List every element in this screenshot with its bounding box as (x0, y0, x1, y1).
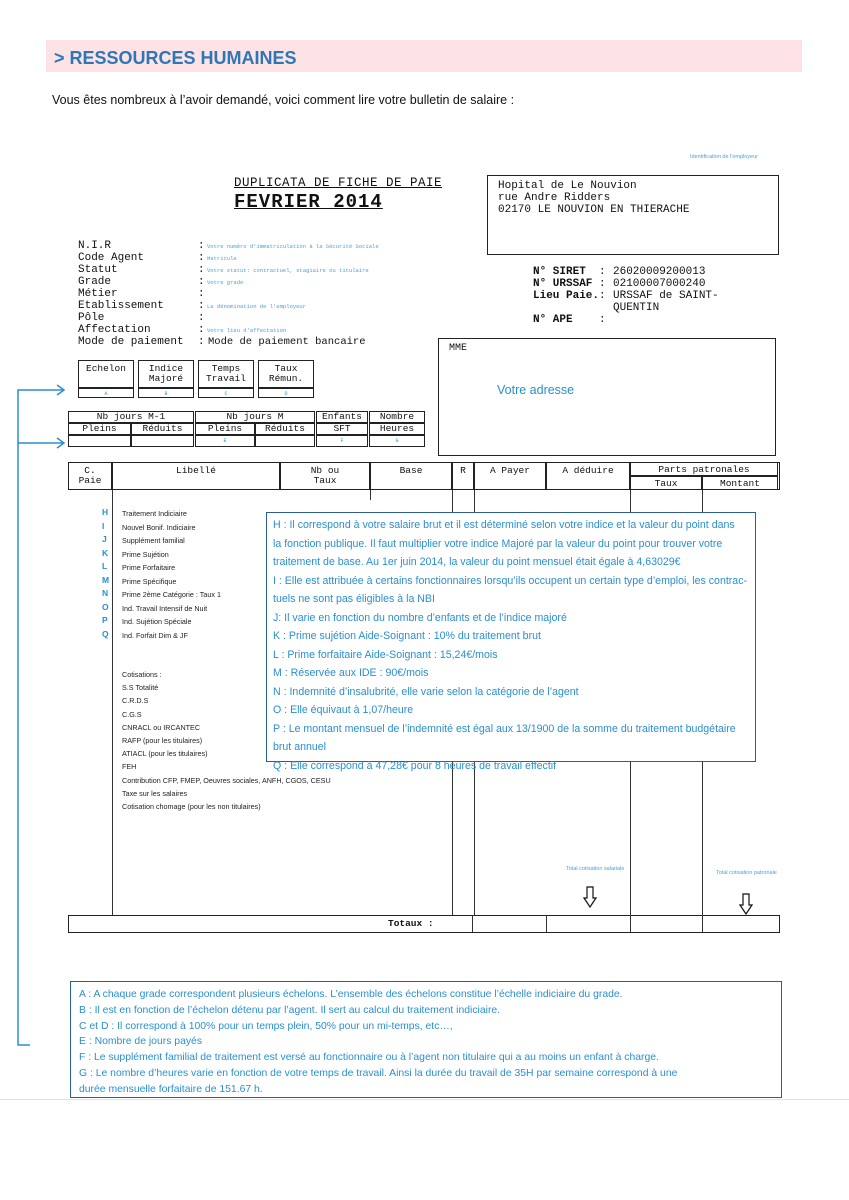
total-salariale-note: Total cotisation salariale (566, 866, 625, 872)
cotisation-label: C.R.D.S (122, 696, 149, 706)
explanation-line: A : A chaque grade correspondent plusieurs échelons. L’ensemble des échelons constitue l’échelle indiciaire du grade. (79, 989, 623, 1000)
row-letter: H (102, 507, 109, 517)
explanation-line: tuels ne sont pas éligibles à la NBI (273, 593, 435, 605)
cotisation-label: ATIACL (pour les titulaires) (122, 749, 208, 759)
cotisation-label: Cotisations : (122, 670, 162, 679)
banner-title: > RESSOURCES HUMAINES (54, 48, 297, 68)
grid1-header: Echelon (78, 360, 134, 388)
employer-line: Hopital de Le Nouvion (498, 180, 637, 192)
field-label-code-agent: Code Agent (78, 252, 145, 264)
page-divider (0, 1099, 849, 1100)
row-letter: K (102, 547, 109, 558)
explanation-box-hq (266, 512, 756, 772)
totaux-label: Totaux : (388, 918, 434, 929)
explanation-line: F : Le supplément familial de traitement est versé au fonctionnaire ou à l’agent non titulaire qui a au moins un enfant à charge. (79, 1052, 659, 1064)
field-label-statut: Statut (78, 264, 118, 276)
grid2-sub: Heures (369, 423, 425, 435)
intro-text: Vous êtes nombreux à l’avoir demandé, voici comment lire votre bulletin de salaire : (52, 93, 515, 107)
urssaf-value: 02100007000240 (613, 278, 706, 290)
grid2-group: Nombre (369, 411, 425, 423)
explanation-line: brut annuel (273, 741, 327, 753)
row-label: Prime Sujétion (122, 549, 169, 559)
lieu-paie-value-cont: QUENTIN (613, 302, 660, 314)
explanation-line: Q : Elle correspond à 47,28€ pour 8 heures de travail effectif (273, 759, 557, 772)
slip-title-line2: FEVRIER 2014 (234, 191, 383, 213)
row-letters (102, 506, 109, 641)
grid2-group: Nb jours M (195, 411, 315, 423)
field-note: La dénomination de l'employeur (207, 303, 307, 310)
explanation-line: O : Elle équivaut à 1,07/heure (273, 704, 414, 716)
row-letter: L (102, 561, 108, 571)
col-header: A déduire (546, 462, 630, 490)
row-letter: N (102, 588, 109, 598)
employer-box (487, 175, 779, 255)
employer-id-note: Identification de l'employeur (690, 154, 759, 160)
cotisation-label: FEH (122, 762, 137, 772)
cotisation-label: S.S Totalité (122, 683, 159, 693)
address-placeholder: Votre adresse (497, 383, 575, 397)
employer-ids: N° SIRET : 26020009200013 N° URSSAF : 02100007000240 Lieu Paie. : URSSAF de SAINT- QUENTIN N° APE : (533, 266, 719, 326)
address-prefix: MME (449, 343, 468, 354)
explanation-line: K : Prime sujétion Aide-Soignant : 10% du traitement brut (273, 630, 541, 642)
explanation-line: I : Elle est attribuée à certains fonctionnaires lorsqu’ils occupent un certain type d’emploi, les contrac- (273, 574, 748, 587)
cotisation-label: C.G.S (122, 709, 142, 719)
employer-line: rue Andre Ridders (498, 192, 611, 204)
row-letter: M (102, 574, 110, 585)
siret-label: N° SIRET (533, 266, 586, 278)
grid-echelon (78, 360, 318, 400)
cotisation-label: Contribution CFP, FMEP, Oeuvres sociales, ANFH, CGOS, CESU (122, 775, 331, 785)
row-label: Supplément familial (122, 536, 185, 545)
employer-line: 02170 LE NOUVION EN THIERACHE (498, 204, 690, 216)
explanation-line: L : Prime forfaitaire Aide-Soignant : 15,24€/mois (273, 648, 498, 661)
lieu-paie-value: URSSAF de SAINT- (613, 290, 719, 302)
section-banner (46, 40, 802, 72)
grid2-sub: SFT (316, 423, 368, 435)
col-header: Parts patronales (630, 462, 778, 476)
grid1-letter: C (198, 388, 254, 398)
explanation-line: B : Il est en fonction de l’échelon détenu par l’agent. Il sert au calcul du traitement indiciaire. (79, 1004, 501, 1016)
row-label: Ind. Sujétion Spéciale (122, 617, 192, 626)
siret-value: 26020009200013 (613, 266, 706, 278)
explanation-line: P : Le montant mensuel de l’indemnité est égal aux 13/1900 de la somme du traitement budgétaire (273, 722, 736, 735)
row-label: Prime 2ème Catégorie : Taux 1 (122, 590, 221, 599)
field-note: Matricule (207, 255, 237, 262)
row-letter: O (102, 601, 109, 612)
explanation-box-ag (70, 981, 782, 1098)
field-label-metier: Métier (78, 288, 118, 300)
grid1-header: Taux Rémun. (258, 360, 314, 388)
col-header: C. Paie (68, 462, 112, 490)
row-label: Prime Forfaitaire (122, 563, 176, 572)
cotisation-label: RAFP (pour les titulaires) (122, 736, 203, 746)
grid2-letter: E (195, 435, 255, 447)
col-header: A Payer (474, 462, 546, 490)
field-note: Votre statut: contractuel, stagiaire ou titulaire (207, 267, 369, 274)
grid1-letter: B (138, 388, 194, 398)
grid2-group: Nb jours M-1 (68, 411, 194, 423)
cotisation-label: Cotisation chomage (pour les non titulaires) (122, 802, 261, 812)
col-header: R (452, 462, 474, 490)
row-letter: I (102, 520, 105, 531)
arrow-down-icon (583, 886, 597, 908)
arrow-down-icon (739, 893, 753, 915)
field-note: Votre grade (207, 279, 244, 286)
payment-mode-value: Mode de paiement bancaire (208, 336, 366, 348)
row-labels (122, 507, 221, 642)
col-sub-header: Taux (630, 476, 702, 490)
grid2-letter: F (316, 435, 368, 447)
grid2-letter: G (369, 435, 425, 447)
lieu-paie-label: Lieu Paie. (533, 290, 600, 302)
grid1-letter: D (258, 388, 314, 398)
agent-fields: N.I.R Code Agent Statut Grade Métier Etablissement Pôle Affectation Mode de paiement : : : : : : : : : Votre numéro d'immatriculation à la Sécurité Sociale Matricule Votre statut: contractuel, stagiaire ou titulaire Votre grade La dénomination de l'employeur Votre lieu d'affectation Mode de paiement bancaire (78, 240, 379, 348)
col-header: Nb ou Taux (280, 462, 370, 490)
explanation-line: traitement de base. Au 1er juin 2014, la valeur du point mensuel était égale à 4,63029€ (273, 556, 681, 568)
explanation-line: G : Le nombre d’heures varie en fonction de votre temps de travail. Ainsi la durée du travail de 35H par semaine correspond à une (79, 1067, 678, 1079)
explanation-line: E : Nombre de jours payés (79, 1036, 203, 1048)
row-letter: J (102, 534, 107, 544)
explanation-line: M : Réservée aux IDE : 90€/mois (273, 667, 429, 679)
field-label-mode-paiement: Mode de paiement (78, 336, 184, 348)
cotisation-label: Taxe sur les salaires (122, 788, 188, 798)
grid2-sub: Réduits (255, 423, 315, 435)
field-note: Votre lieu d'affectation (207, 327, 287, 334)
col-header: Libellé (112, 462, 280, 490)
row-letter: P (102, 615, 108, 625)
row-label: Ind. Travail Intensif de Nuit (122, 603, 208, 613)
field-label-nir: N.I.R (78, 240, 112, 252)
explanation-line: N : Indemnité d’insalubrité, elle varie selon la catégorie de l’agent (273, 685, 579, 698)
total-patronale-note: Total cotisation patronale (716, 870, 777, 876)
address-box (438, 338, 776, 456)
row-label: Ind. Forfait Dim & JF (122, 630, 188, 640)
grid2-sub: Pleins (68, 423, 131, 435)
cotisation-label: CNRACL ou IRCANTEC (122, 722, 201, 732)
explanation-line: J: Il varie en fonction du nombre d’enfants et de l’indice majoré (273, 611, 567, 624)
grid1-header: Indice Majoré (138, 360, 194, 388)
ape-label: N° APE (533, 314, 573, 326)
explanation-line: H : Il correspond à votre salaire brut et il est déterminé selon votre indice et la valeur du point dans (273, 519, 735, 531)
field-label-etablissement: Etablissement (78, 300, 164, 312)
row-letter: Q (102, 628, 109, 639)
row-label: Prime Spécifique (122, 576, 177, 586)
grid2-sub: Pleins (195, 423, 255, 435)
col-header: Base (370, 462, 452, 490)
explanation-line: durée mensuelle forfaitaire de 151.67 h. (79, 1083, 263, 1095)
grid1-letter: A (78, 388, 134, 398)
field-label-affectation: Affectation (78, 324, 151, 336)
col-sub-header: Montant (702, 476, 778, 490)
grid2-group: Enfants (316, 411, 368, 423)
row-label: Nouvel Bonif. Indiciaire (122, 522, 196, 532)
explanation-line: C et D : Il correspond à 100% pour un temps plein, 50% pour un mi-temps, etc…, (79, 1020, 453, 1032)
field-note: Votre numéro d'immatriculation à la Sécurité Sociale (207, 243, 379, 250)
field-label-grade: Grade (78, 276, 112, 288)
row-label: Traitement Indiciaire (122, 509, 187, 518)
grid1-header: Temps Travail (198, 360, 254, 388)
grid2-sub: Réduits (131, 423, 194, 435)
grid-jours (68, 411, 426, 451)
field-label-pole: Pôle (78, 312, 105, 324)
slip-title-line1: DUPLICATA DE FICHE DE PAIE (234, 176, 443, 190)
explanation-line: la fonction publique. Il faut multiplier votre indice Majoré par la valeur du point pour trouver votre (273, 537, 723, 550)
urssaf-label: N° URSSAF (533, 278, 593, 290)
